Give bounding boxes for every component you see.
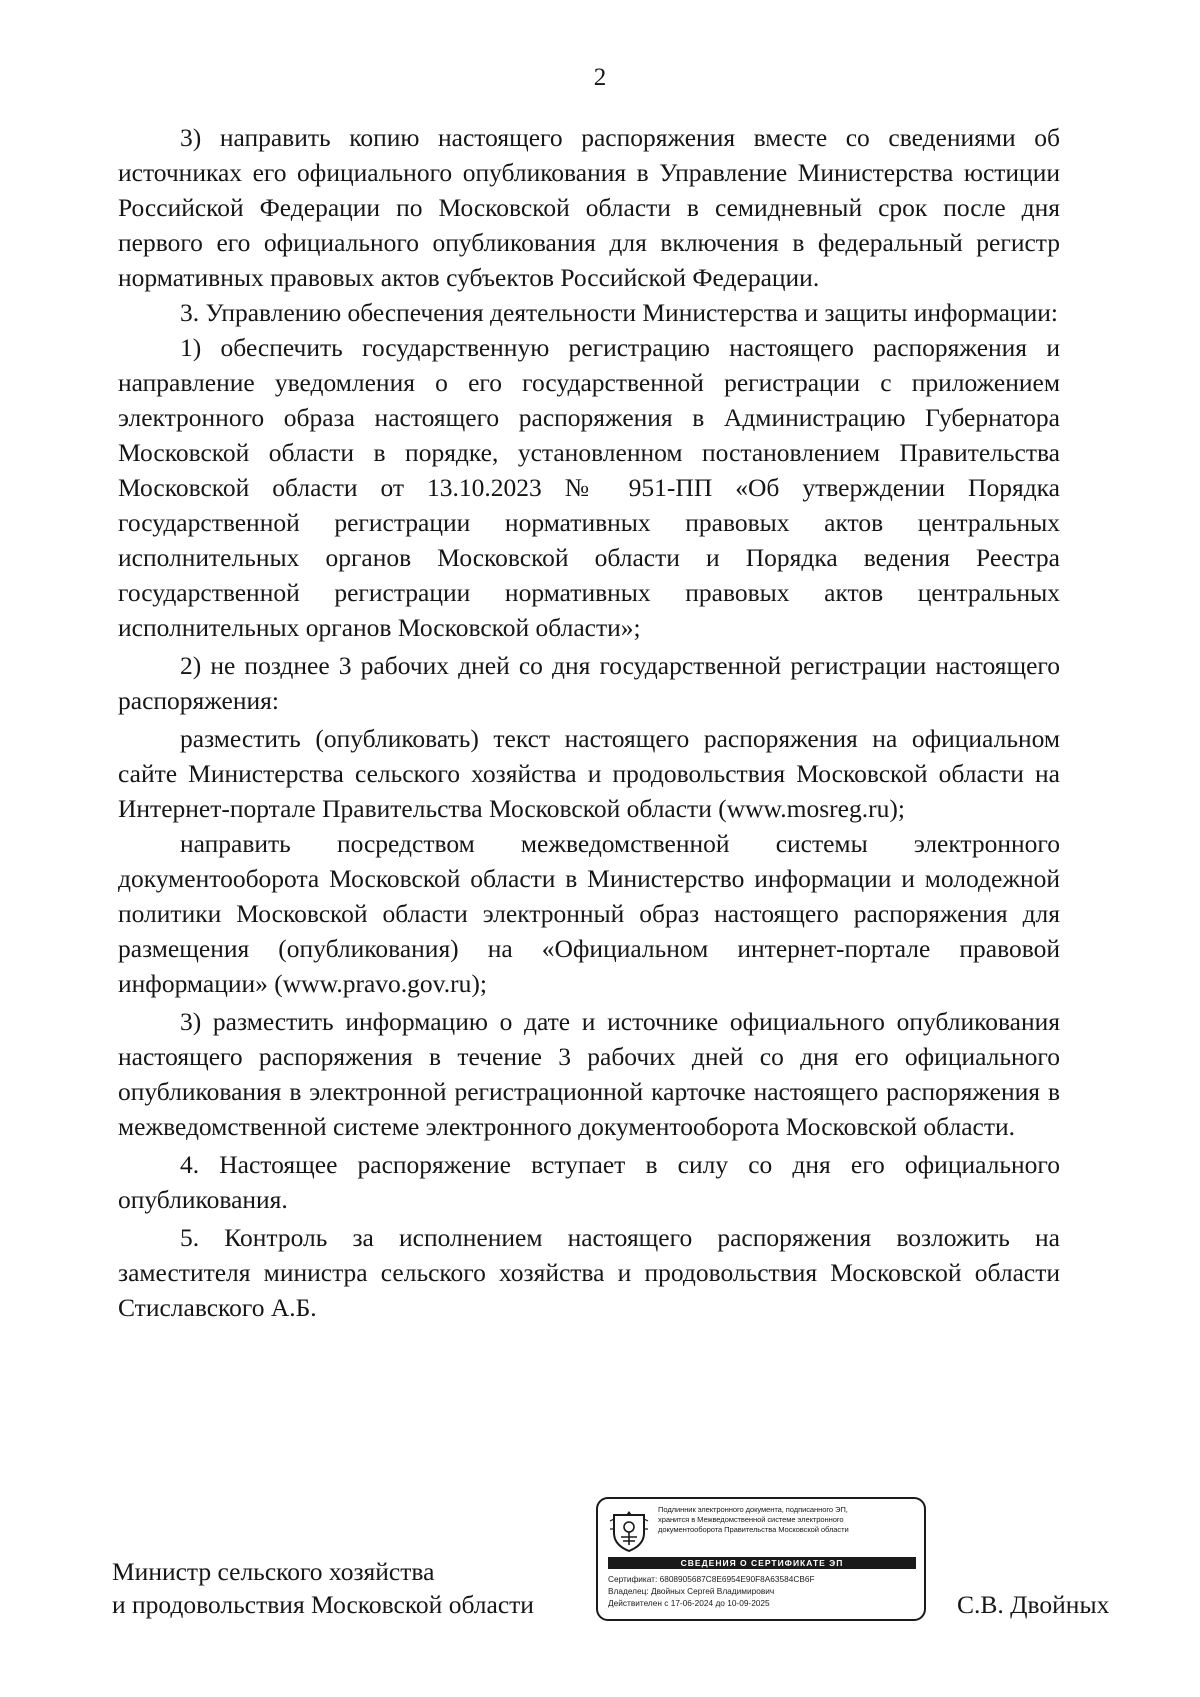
- paragraph: направить посредством межведомственной системы электронного документооборота Московской области в Министерство информации и молодежной политики Московской области электронный образ настоящего распоряжения для размещения (опубликования) на «Официальном интернет-портале правовой информации» (www.pravo.gov.ru);: [118, 829, 1060, 998]
- signer-position-line: и продовольствия Московской области: [112, 1590, 534, 1619]
- paragraph: 4. Настоящее распоряжение вступает в силу со дня его официального опубликования.: [118, 1150, 1060, 1214]
- paragraph: 2) не позднее 3 рабочих дней со дня государственной регистрации настоящего распоряжения:: [118, 651, 1060, 715]
- signer-position-line: Министр сельского хозяйства: [112, 1557, 435, 1586]
- paragraph: 1) обеспечить государственную регистрацию настоящего распоряжения и направление уведомления о его государственной регистрации с приложением электронного образа настоящего распоряжения в Администрацию Губернатора Московской области в порядке, установленном постановлением Правительства Московской области от 13.10.2023 № 951-ПП «Об утверждении Порядка государственной регистрации нормативных правовых актов центральных исполнительных органов Московской области и Порядка ведения Реестра государственной регистрации нормативных правовых актов центральных исполнительных органов Московской области»;: [118, 333, 1060, 642]
- signer-position: [112, 1555, 534, 1621]
- stamp-header: [608, 1505, 916, 1553]
- stamp-validity: Действителен с 17-06-2024 до 10-09-2025: [608, 1598, 770, 1608]
- stamp-owner: Владелец: Двойных Сергей Владимирович: [608, 1586, 775, 1596]
- stamp-certificate-band: СВЕДЕНИЯ О СЕРТИФИКАТЕ ЭП: [608, 1557, 916, 1569]
- signer-name: С.В. Двойных: [957, 1590, 1110, 1619]
- page-number: 2: [593, 64, 607, 91]
- stamp-notice-line: хранится в Межведомственной системе электронного: [658, 1515, 844, 1524]
- stamp-notice-line: документооборота Правительства Московской области: [658, 1525, 849, 1534]
- paragraph: 5. Контроль за исполнением настоящего распоряжения возложить на заместителя министра сельского хозяйства и продовольствия Московской области Стиславского А.Б.: [118, 1223, 1060, 1322]
- document-body: [118, 120, 1060, 1325]
- paragraph: 3) разместить информацию о дате и источнике официального опубликования настоящего распоряжения в течение 3 рабочих дней со дня его официального опубликования в электронной регистрационной карточке настоящего распоряжения в межведомственной системе электронного документооборота Московской области.: [118, 1007, 1060, 1141]
- stamp-certificate: Сертификат: 6808905687C8E6954E90F8A63584CB6F: [608, 1574, 815, 1584]
- moscow-region-coat-of-arms-icon: [608, 1507, 650, 1553]
- paragraph: разместить (опубликовать) текст настоящего распоряжения на официальном сайте Министерства сельского хозяйства и продовольствия Московской области на Интернет-портале Правительства Московской области (www.mosreg.ru);: [118, 724, 1060, 823]
- paragraph: 3) направить копию настоящего распоряжения вместе со сведениями об источниках его официального опубликования в Управление Министерства юстиции Российской Федерации по Московской области в семидневный срок после дня первого его официального опубликования для включения в федеральный регистр нормативных правовых актов субъектов Российской Федерации.: [118, 123, 1060, 292]
- paragraph: 3. Управлению обеспечения деятельности Министерства и защиты информации:: [180, 298, 1058, 327]
- electronic-signature-stamp: [596, 1497, 926, 1621]
- stamp-notice: [658, 1505, 849, 1535]
- stamp-notice-line: Подлинник электронного документа, подписанного ЭП,: [658, 1505, 848, 1514]
